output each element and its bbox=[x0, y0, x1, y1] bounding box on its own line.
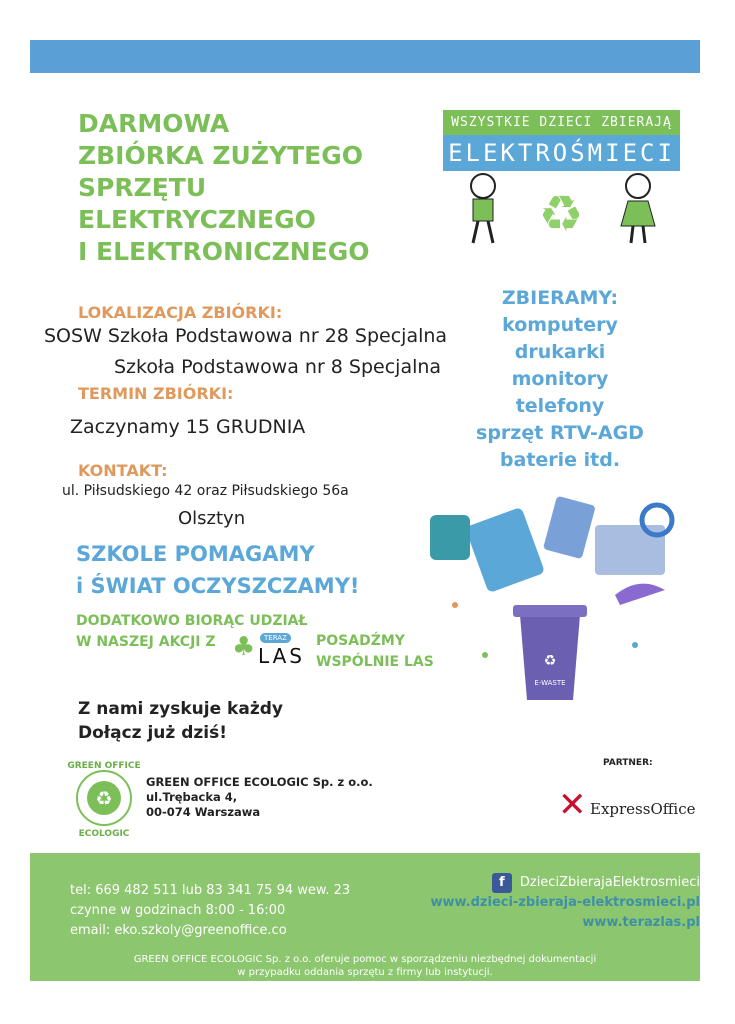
ewaste-illustration bbox=[425, 495, 685, 705]
footer-links bbox=[430, 873, 700, 933]
title-line: SPRZĘTU bbox=[78, 173, 207, 202]
footer-hours: czynne w godzinach 8:00 - 16:00 bbox=[70, 903, 286, 918]
title-line: DARMOWA bbox=[78, 109, 230, 138]
partner-label: PARTNER: bbox=[603, 758, 653, 768]
location-line1: SOSW Szkoła Podstawowa nr 28 Specjalna bbox=[44, 325, 448, 347]
partner-logo-mark: ✕ bbox=[558, 785, 587, 825]
title-line: ZBIÓRKA ZUŻYTEGO bbox=[78, 141, 363, 170]
facebook-link[interactable] bbox=[430, 873, 700, 893]
company-name: GREEN OFFICE ECOLOGIC Sp. z o.o. bbox=[146, 775, 373, 789]
partner-name: ExpressOffice bbox=[590, 800, 696, 818]
svg-text:♻: ♻ bbox=[95, 788, 113, 810]
las-right bbox=[316, 631, 434, 673]
las-right-line1: POSADŹMY bbox=[316, 633, 405, 649]
title-line: I ELEKTRONICZNEGO bbox=[78, 237, 370, 266]
website-link-2[interactable]: www.terazlas.pl bbox=[582, 915, 700, 930]
join-line: Dołącz już dziś! bbox=[78, 723, 227, 743]
join-callout bbox=[78, 697, 283, 745]
website-link-1[interactable]: www.dzieci-zbieraja-elektrosmieci.pl bbox=[430, 895, 700, 910]
contact-city: Olsztyn bbox=[178, 508, 246, 529]
slogan-line: SZKOLE POMAGAMY bbox=[76, 542, 315, 566]
collect-item: drukarki bbox=[514, 341, 606, 363]
partner-logo bbox=[558, 783, 698, 833]
logo-text-bottom: ECOLOGIC bbox=[78, 829, 130, 838]
footer bbox=[30, 853, 700, 981]
contact-address: ul. Piłsudskiego 42 oraz Piłsudskiego 56a bbox=[62, 483, 349, 499]
company-info bbox=[146, 775, 373, 820]
collect-item: monitory bbox=[511, 368, 609, 390]
term-value: Zaczynamy 15 GRUDNIA bbox=[70, 416, 306, 438]
title-line: ELEKTRYCZNEGO bbox=[78, 205, 316, 234]
footer-email[interactable]: email: eko.szkoly@greenoffice.co bbox=[70, 923, 287, 938]
collect-label: ZBIERAMY: bbox=[501, 287, 619, 309]
campaign-logo-line2: ELEKTROŚMIECI bbox=[443, 135, 680, 171]
page-title bbox=[78, 108, 370, 268]
tree-icon: ♣ bbox=[232, 632, 256, 662]
las-line1: DODATKOWO BIORĄC UDZIAŁ bbox=[76, 613, 308, 629]
teraz-las-logo bbox=[232, 632, 314, 668]
collect-item: sprzęt RTV-AGD bbox=[476, 422, 644, 444]
svg-text:♻: ♻ bbox=[543, 653, 557, 669]
footer-note bbox=[30, 953, 700, 979]
footer-contact bbox=[70, 881, 350, 941]
slogan bbox=[76, 538, 360, 602]
campaign-logo bbox=[443, 110, 680, 255]
kids-recycle-illustration bbox=[443, 171, 680, 251]
collected-items bbox=[470, 285, 650, 474]
collect-item: baterie itd. bbox=[499, 449, 621, 471]
las-right-line2: WSPÓLNIE LAS bbox=[316, 654, 434, 670]
bin-label: E-WASTE bbox=[534, 679, 566, 687]
company-street: ul.Trębacka 4, bbox=[146, 790, 238, 804]
top-banner-bar bbox=[30, 40, 700, 73]
footer-tel: tel: 669 482 511 lub 83 341 75 94 wew. 23 bbox=[70, 883, 351, 898]
footer-note-line: w przypadku oddania sprzętu z firmy lub instytucji. bbox=[237, 967, 493, 978]
slogan-line: i ŚWIAT OCZYSZCZAMY! bbox=[76, 574, 360, 598]
footer-note-line: GREEN OFFICE ECOLOGIC Sp. z o.o. oferuje pomoc w sporządzeniu niezbędnej dokumentacji bbox=[133, 954, 597, 965]
term-label: TERMIN ZBIÓRKI: bbox=[78, 384, 234, 403]
las-wordmark: LAS bbox=[258, 644, 305, 668]
collect-item: komputery bbox=[502, 314, 618, 336]
campaign-logo-line1: WSZYSTKIE DZIECI ZBIERAJĄ bbox=[443, 110, 680, 135]
facebook-name: DzieciZbierajaElektrosmieci bbox=[519, 875, 700, 890]
company-city: 00-074 Warszawa bbox=[146, 805, 261, 819]
contact-label: KONTAKT: bbox=[78, 461, 168, 480]
location-label: LOKALIZACJA ZBIÓRKI: bbox=[78, 303, 283, 322]
teraz-badge: TERAZ bbox=[260, 633, 291, 643]
location-line2: Szkoła Podstawowa nr 8 Specjalna bbox=[114, 356, 442, 378]
collect-item: telefony bbox=[515, 395, 605, 417]
las-line2: W NASZEJ AKCJI Z bbox=[76, 634, 216, 650]
join-line: Z nami zyskuje każdy bbox=[78, 699, 283, 719]
logo-text-top: GREEN OFFICE bbox=[67, 761, 141, 771]
facebook-icon: f bbox=[492, 873, 512, 893]
green-office-logo bbox=[66, 758, 142, 838]
svg-text:♻: ♻ bbox=[538, 185, 584, 243]
